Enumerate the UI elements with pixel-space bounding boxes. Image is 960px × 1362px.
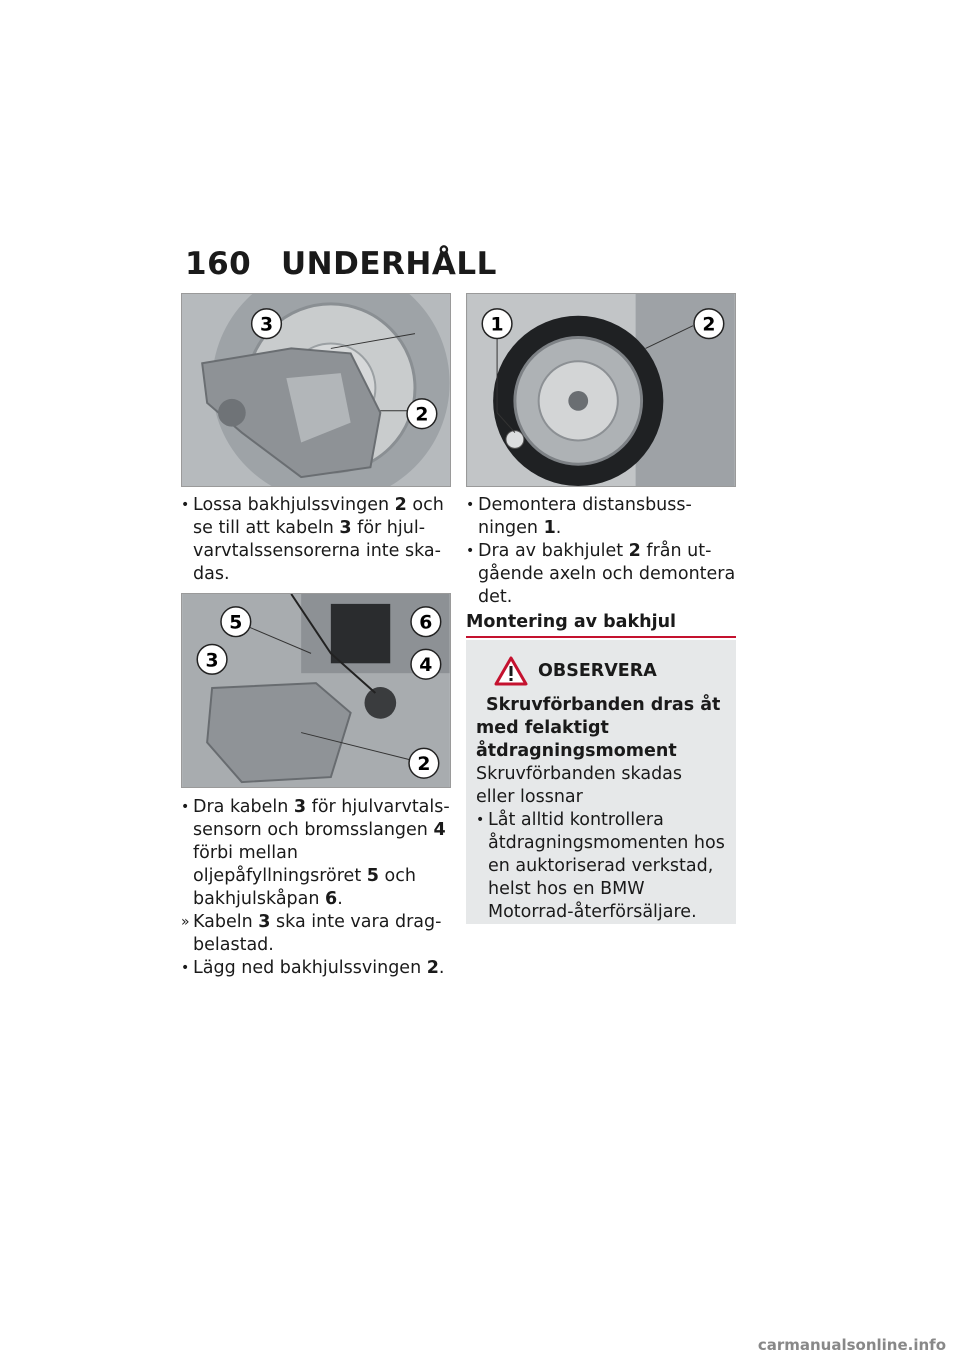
warning-notice [466, 640, 736, 924]
figure-cable-routing [181, 593, 451, 788]
step-item: • Demontera distansbussningen 1. [466, 495, 692, 538]
figure2-label-5: 5 [229, 612, 243, 634]
cable-routing-illustration [182, 594, 450, 787]
figure1-label-2: 2 [415, 404, 429, 426]
figure1-label-3: 3 [259, 314, 274, 336]
figure2-label-6: 6 [419, 612, 433, 634]
swing-arm-illustration [182, 294, 450, 486]
page-number: 160 [185, 246, 252, 282]
figure3-label-1: 1 [490, 314, 504, 336]
steps-loosen-swing-arm [181, 494, 451, 586]
step-item: • Lägg ned bakhjulssvingen 2. [181, 958, 445, 978]
figure-rear-wheel [466, 293, 736, 487]
step-item: • Dra av bakhjulet 2 från utgående axeln och demontera det. [466, 541, 736, 607]
figure3-label-2: 2 [702, 314, 716, 336]
steps-route-cables [181, 796, 451, 980]
warning-bullet: • Låt alltid kontrollera åtdragningsmomenten hos en auktoriserad verkstad, helst hos en BMW Motorrad-återförsäljare. [476, 810, 725, 922]
steps-remove-wheel [466, 494, 736, 609]
watermark: carmanualsonline.info [757, 1336, 946, 1354]
warning-header [494, 654, 726, 688]
figure2-label-2: 2 [417, 754, 431, 776]
figure-swing-arm [181, 293, 451, 487]
rear-wheel-illustration [467, 294, 735, 486]
step-item: • Lossa bakhjulssvingen 2 och se till att kabeln 3 för hjulvarvtalssensorerna inte skadas. [181, 495, 444, 584]
section-title: Montering av bakhjul [466, 612, 677, 632]
page-title: UNDERHÅLL [281, 246, 497, 282]
figure2-label-4: 4 [419, 655, 433, 677]
section-divider [466, 636, 736, 638]
step-result: » Kabeln 3 ska inte vara dragbelastad. [181, 912, 442, 955]
figure2-label-3: 3 [205, 650, 219, 672]
step-item: • Dra kabeln 3 för hjulvarvtalssensorn och bromsslangen 4 förbi mellan oljepåfyllningsröret 5 och bakhjulskåpan 6. [181, 797, 450, 909]
warning-label: OBSERVERA [538, 661, 657, 681]
warning-body: Skruvförbanden skadas eller lossnar [476, 764, 683, 807]
warning-triangle-icon [494, 656, 528, 686]
warning-heading: Skruvförbanden dras åt med felaktigt åtdragningsmoment [476, 695, 721, 761]
page-header [185, 246, 497, 282]
